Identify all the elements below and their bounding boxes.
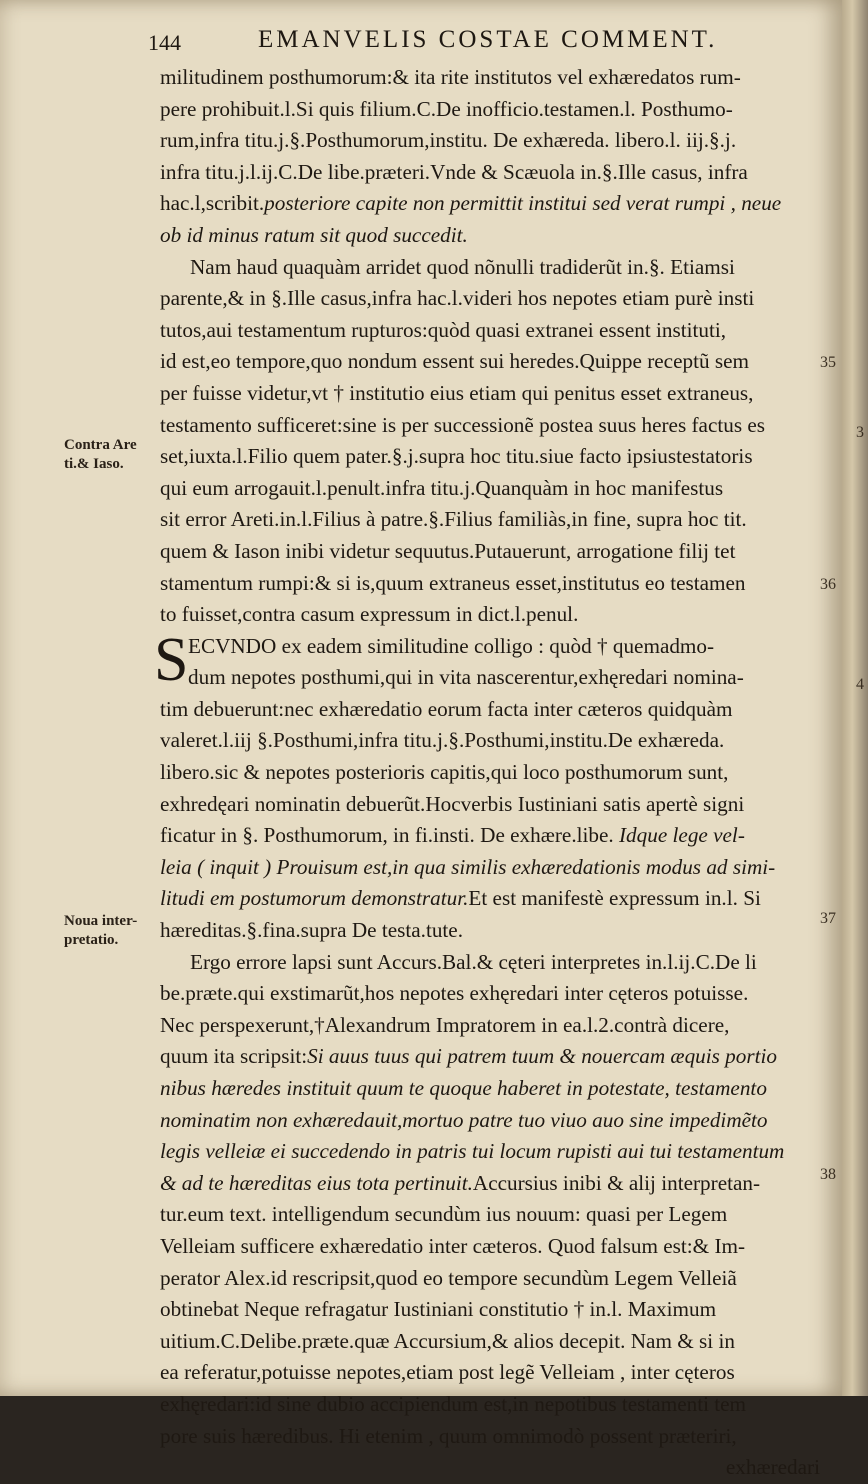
roman-text: militudinem posthumorum:& ita rite institutos vel exhæredatos rum-	[160, 65, 741, 89]
text-line	[160, 1263, 820, 1295]
roman-text: parente,& in §.Ille casus,infra hac.l.videri hos nepotes etiam purè insti	[160, 286, 755, 311]
text-line	[160, 1199, 820, 1231]
margin-note-noua-interpretatio: Noua inter- pretatio.	[64, 913, 138, 948]
next-page-edge	[842, 0, 868, 1396]
roman-text: ficatur in §. Posthumorum, in fi.insti. De exhære.libe.	[160, 823, 619, 848]
text-line	[160, 1231, 820, 1263]
text-line	[160, 694, 820, 726]
next-page-line-number: 4	[856, 676, 864, 693]
text-line	[160, 410, 820, 442]
roman-text: hæreditas.§.fina.supra De testa.tute.	[160, 918, 464, 943]
roman-text: per fuisse videtur,vt † institutio eius etiam qui penitus esset extraneus,	[160, 380, 754, 405]
text-line	[160, 252, 820, 284]
roman-text: uitium.C.Delibe.præte.quæ Accursium,& alios decepit. Nam & si in	[160, 1328, 735, 1353]
roman-text: exhæredari	[725, 1455, 820, 1480]
text-line	[160, 1136, 820, 1168]
text-line	[160, 283, 820, 315]
text-line	[160, 315, 820, 347]
roman-text: Nam haud quaquàm arridet quod nõnulli tradiderũt in.§. Etiamsi	[190, 254, 735, 279]
page-body-text	[154, 62, 820, 1484]
roman-text: id est,eo tempore,quo nondum essent sui heredes.Quippe receptũ sem	[160, 349, 749, 374]
text-line	[160, 157, 820, 189]
text-line	[160, 883, 820, 915]
text-line	[160, 599, 820, 631]
italic-text: nibus hæredes instituit quum te quoque haberet in potestate, testamento	[160, 1076, 767, 1100]
text-line	[160, 1389, 820, 1421]
italic-text: posteriore capite non permittit institui sed verat rumpi , neue	[264, 191, 782, 216]
text-line	[160, 220, 820, 252]
line-number: 35	[820, 354, 836, 371]
roman-text: ECVNDO ex eadem similitudine colligo : quòd † quemadmo-	[188, 633, 715, 658]
roman-text: obtinebat Neque refragatur Iustiniani constitutio † in.l. Maximum	[160, 1297, 717, 1322]
text-line	[160, 820, 820, 852]
text-line	[160, 378, 820, 410]
text-line	[160, 789, 820, 821]
text-line	[160, 1452, 820, 1484]
text-line	[160, 188, 820, 220]
roman-text: qui eum arrogauit.l.penult.infra titu.j.Quanquàm in hoc manifestus	[160, 475, 724, 500]
text-line	[160, 1073, 820, 1105]
text-line	[160, 1010, 820, 1042]
text-line	[160, 662, 820, 694]
roman-text: to fuisset,contra casum expressum in dict.l.penul.	[160, 602, 579, 627]
text-line	[160, 1041, 820, 1073]
text-line	[160, 346, 820, 378]
text-line	[160, 568, 820, 600]
italic-text: ob id minus ratum sit quod succedit.	[160, 222, 468, 247]
drop-capital: S	[154, 625, 189, 694]
text-line	[160, 62, 820, 94]
page-number: 144	[148, 30, 181, 55]
next-page-line-number: 3	[856, 424, 864, 441]
roman-text: exhredęari nominatin debuerũt.Hocverbis Iustiniani satis apertè signi	[160, 791, 745, 816]
roman-text: ea referatur,potuisse nepotes,etiam post legẽ Velleiam , inter cęteros	[160, 1360, 735, 1385]
italic-text: nominatim non exhæredauit,mortuo patre tuo viuo auo sine impedimẽto	[160, 1107, 768, 1132]
italic-text: litudi em postumorum demonstratur.	[160, 886, 469, 911]
roman-text: quem & Iason inibi videtur sequutus.Putauerunt, arrogatione filij tet	[160, 538, 736, 563]
italic-text: Idque lege vel-	[619, 823, 745, 848]
roman-text: tutos,aui testamentum rupturos:quòd quasi extranei essent instituti,	[160, 317, 727, 342]
text-line	[160, 473, 820, 505]
text-line	[160, 1168, 820, 1200]
roman-text: be.præte.qui exstimarũt,hos nepotes exhęredari inter cęteros potuisse.	[160, 981, 749, 1006]
roman-text: testamento sufficeret:sine is per successionẽ postea suus heres factus es	[160, 412, 766, 437]
text-line	[160, 725, 820, 757]
roman-text: stamentum rumpi:& si is,quum extraneus esset,institutus eo testamen	[160, 570, 746, 595]
roman-text: rum,infra titu.j.§.Posthumorum,institu. De exhæreda. libero.l. iij.§.j.	[160, 128, 737, 153]
running-head: EMANVELIS COSTAE COMMENT.	[258, 26, 718, 53]
text-line	[160, 441, 820, 473]
italic-text: & ad te hæreditas eius tota pertinuit.	[160, 1170, 473, 1195]
text-line	[160, 915, 820, 947]
text-line	[160, 1421, 820, 1453]
text-line	[160, 1357, 820, 1389]
margin-note-contra-areti: Contra Are ti.& Iaso.	[64, 437, 137, 472]
roman-text: pere prohibuit.l.Si quis filium.C.De inofficio.testamen.l. Posthumo-	[160, 96, 733, 121]
roman-text: tur.eum text. intelligendum secundùm ius nouum: quasi per Legem	[160, 1202, 728, 1227]
roman-text: Velleiam sufficere exhæredatio inter cæteros. Quod falsum est:& Im-	[160, 1233, 746, 1258]
italic-text: legis velleiæ ei succedendo in patris tui locum rupisti aui tui testamentum	[160, 1139, 785, 1164]
roman-text: exhęredari:id sine dubio accipiendum est,in nepotibus testamenti tem	[160, 1391, 747, 1416]
line-number: 36	[820, 576, 836, 593]
roman-text: quum ita scripsit:	[160, 1044, 308, 1069]
roman-text: infra titu.j.l.ij.C.De libe.præteri.Vnde & Scæuola in.§.Ille casus, infra	[160, 159, 748, 184]
text-line	[160, 757, 820, 789]
roman-text: tim debuerunt:nec exhæredatio eorum facta inter cæteros quidquàm	[160, 696, 733, 721]
roman-text: pore suis hæredibus. Hi etenim , quum omnimodò possent præteriri,	[160, 1423, 737, 1448]
line-number: 38	[820, 1166, 836, 1183]
roman-text: set,iuxta.l.Filio quem pater.§.j.supra hoc titu.siue facto ipsiustestatoris	[160, 444, 753, 469]
roman-text: Nec perspexerunt,†Alexandrum Impratorem in ea.l.2.contrà dicere,	[160, 1012, 730, 1037]
text-line	[160, 94, 820, 126]
text-line	[160, 947, 820, 979]
roman-text: Accursius inibi & alij interpretan-	[472, 1170, 761, 1195]
text-line	[160, 536, 820, 568]
roman-text: dum nepotes posthumi,qui in vita nascerentur,exhęredari nomina-	[188, 665, 744, 690]
roman-text: sit error Areti.in.l.Filius à patre.§.Filius familiàs,in fine, supra hoc tit.	[160, 507, 747, 532]
roman-text: hac.l,scribit.	[160, 191, 265, 216]
roman-text: Ergo errore lapsi sunt Accurs.Bal.& cęteri interpretes in.l.ij.C.De li	[190, 949, 757, 974]
roman-text: libero.sic & nepotes posterioris capitis,qui loco posthumorum sunt,	[160, 760, 729, 785]
text-line	[160, 978, 820, 1010]
italic-text: Si auus tuus qui patrem tuum & nouercam æquis portio	[307, 1044, 777, 1069]
page-header	[148, 26, 808, 66]
text-line	[160, 504, 820, 536]
text-line	[160, 1105, 820, 1137]
text-line	[160, 1294, 820, 1326]
text-line	[160, 125, 820, 157]
italic-text: leia ( inquit ) Prouisum est,in qua similis exhæredationis modus ad simi-	[160, 854, 776, 879]
text-line	[160, 852, 820, 884]
roman-text: Et est manifestè expressum in.l. Si	[468, 886, 761, 911]
line-number: 37	[820, 910, 836, 927]
text-line	[160, 1326, 820, 1358]
roman-text: perator Alex.id rescripsit,quod eo tempore secundùm Legem Velleiã	[160, 1265, 737, 1290]
roman-text: valeret.l.iij §.Posthumi,infra titu.j.§.Posthumi,institu.De exhæreda.	[160, 728, 725, 753]
